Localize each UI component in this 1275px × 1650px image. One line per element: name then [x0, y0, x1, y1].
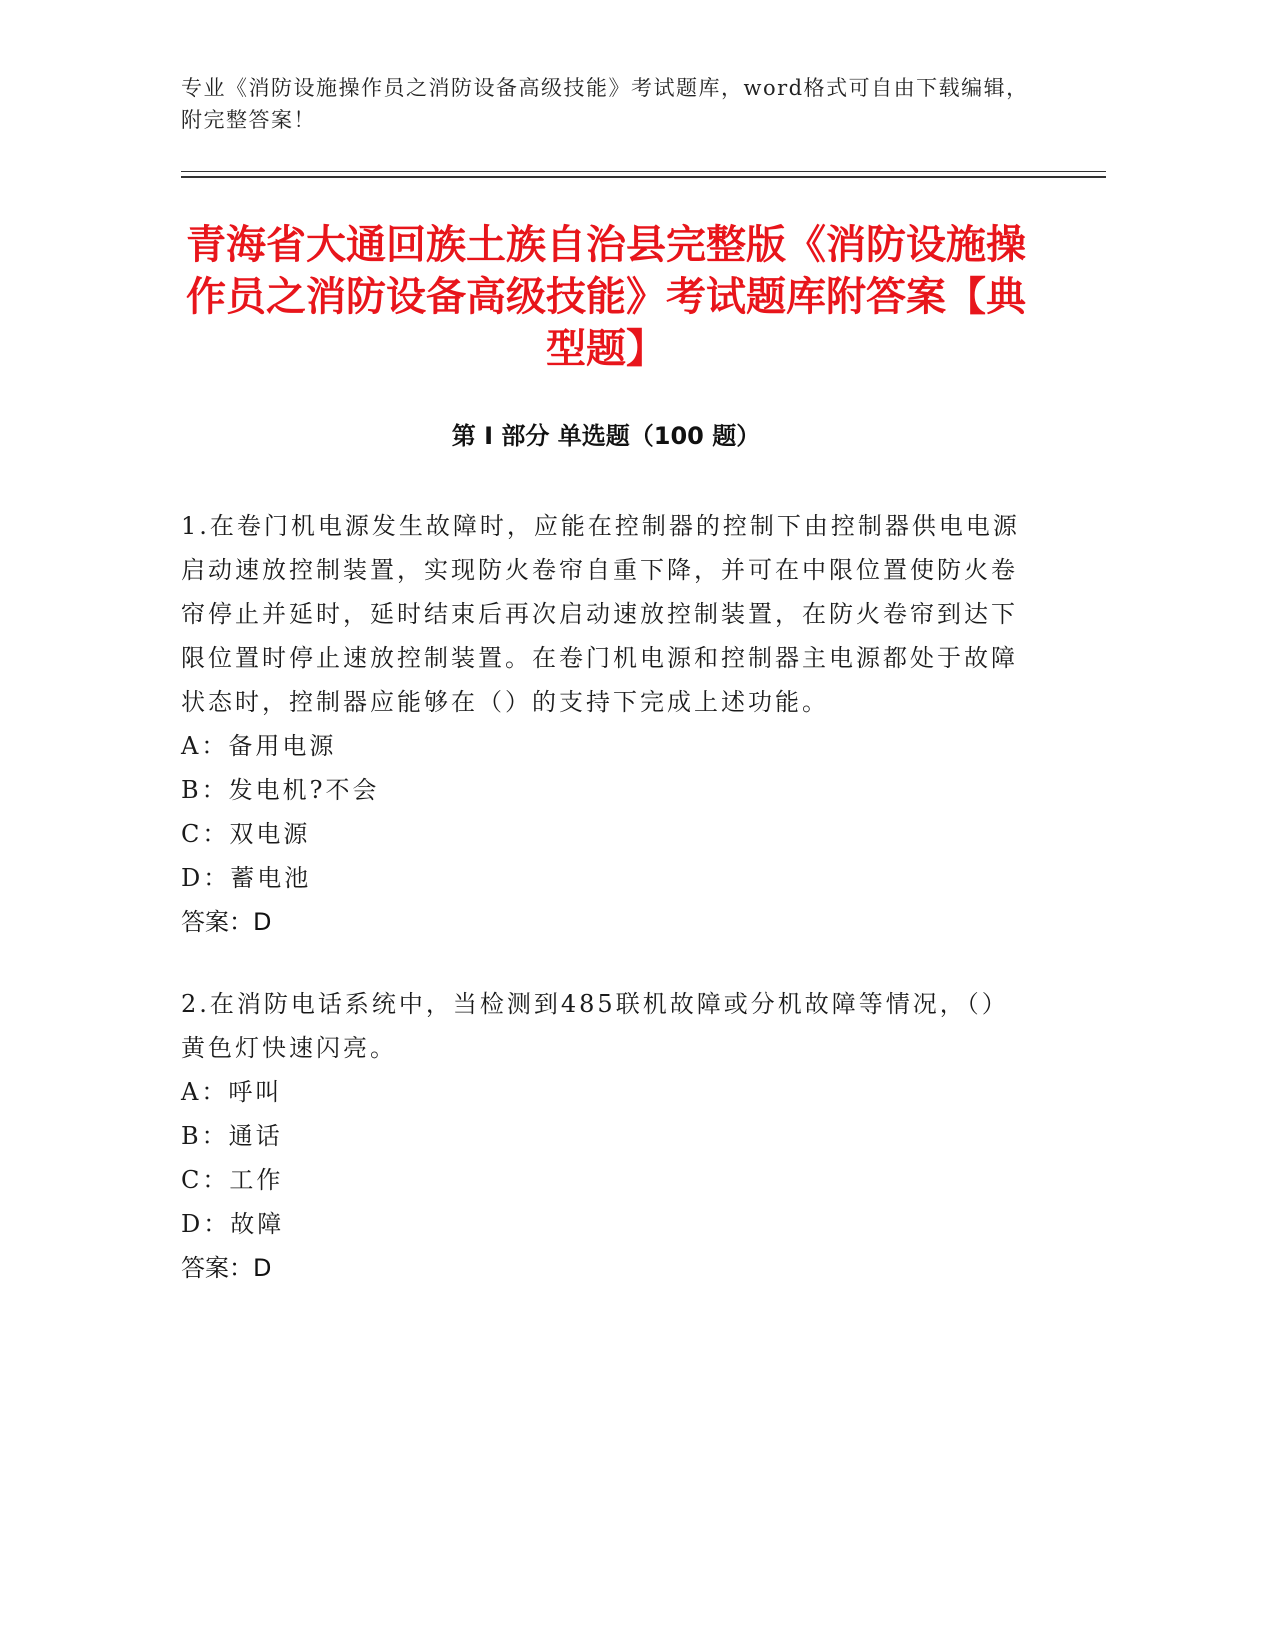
section-heading: 第 I 部分 单选题（100 题） [451, 422, 761, 450]
option-b: B：通话 [181, 1122, 283, 1150]
header-divider-thick [181, 176, 1106, 178]
option-d: D：蓄电池 [181, 864, 312, 892]
option-c: C：双电源 [181, 820, 311, 848]
question-stem: 2.在消防电话系统中，当检测到485联机故障或分机故障等情况，（）黄色灯快速闪亮。 [181, 990, 1009, 1062]
question-stem: 1.在卷门机电源发生故障时，应能在控制器的控制下由控制器供电电源启动速放控制装置，实现防火卷帘自重下降，并可在中限位置使防火卷帘停止并延时，延时结束后再次启动速放控制装置，在防火卷帘到达下限位置时停止速放控制装置。在卷门机电源和控制器主电源都处于故障状态时，控制器应能够在（）的支持下完成上述功能。 [181, 512, 1020, 716]
option-b: B：发电机?不会 [181, 776, 380, 804]
answer-line: 答案：D [181, 908, 272, 936]
header-note: 专业《消防设施操作员之消防设备高级技能》考试题库，word格式可自由下载编辑，附完整答案！ [181, 76, 1029, 132]
option-a: A：呼叫 [181, 1078, 283, 1106]
document-title: 青海省大通回族土族自治县完整版《消防设施操作员之消防设备高级技能》考试题库附答案【典型题】 [186, 222, 1026, 372]
option-d: D：故障 [181, 1210, 285, 1238]
question-block [181, 504, 1021, 944]
answer-line: 答案：D [181, 1254, 272, 1282]
question-block [181, 982, 1021, 1290]
header-divider-thin [181, 171, 1106, 172]
option-c: C：工作 [181, 1166, 284, 1194]
option-a: A：备用电源 [181, 732, 337, 760]
